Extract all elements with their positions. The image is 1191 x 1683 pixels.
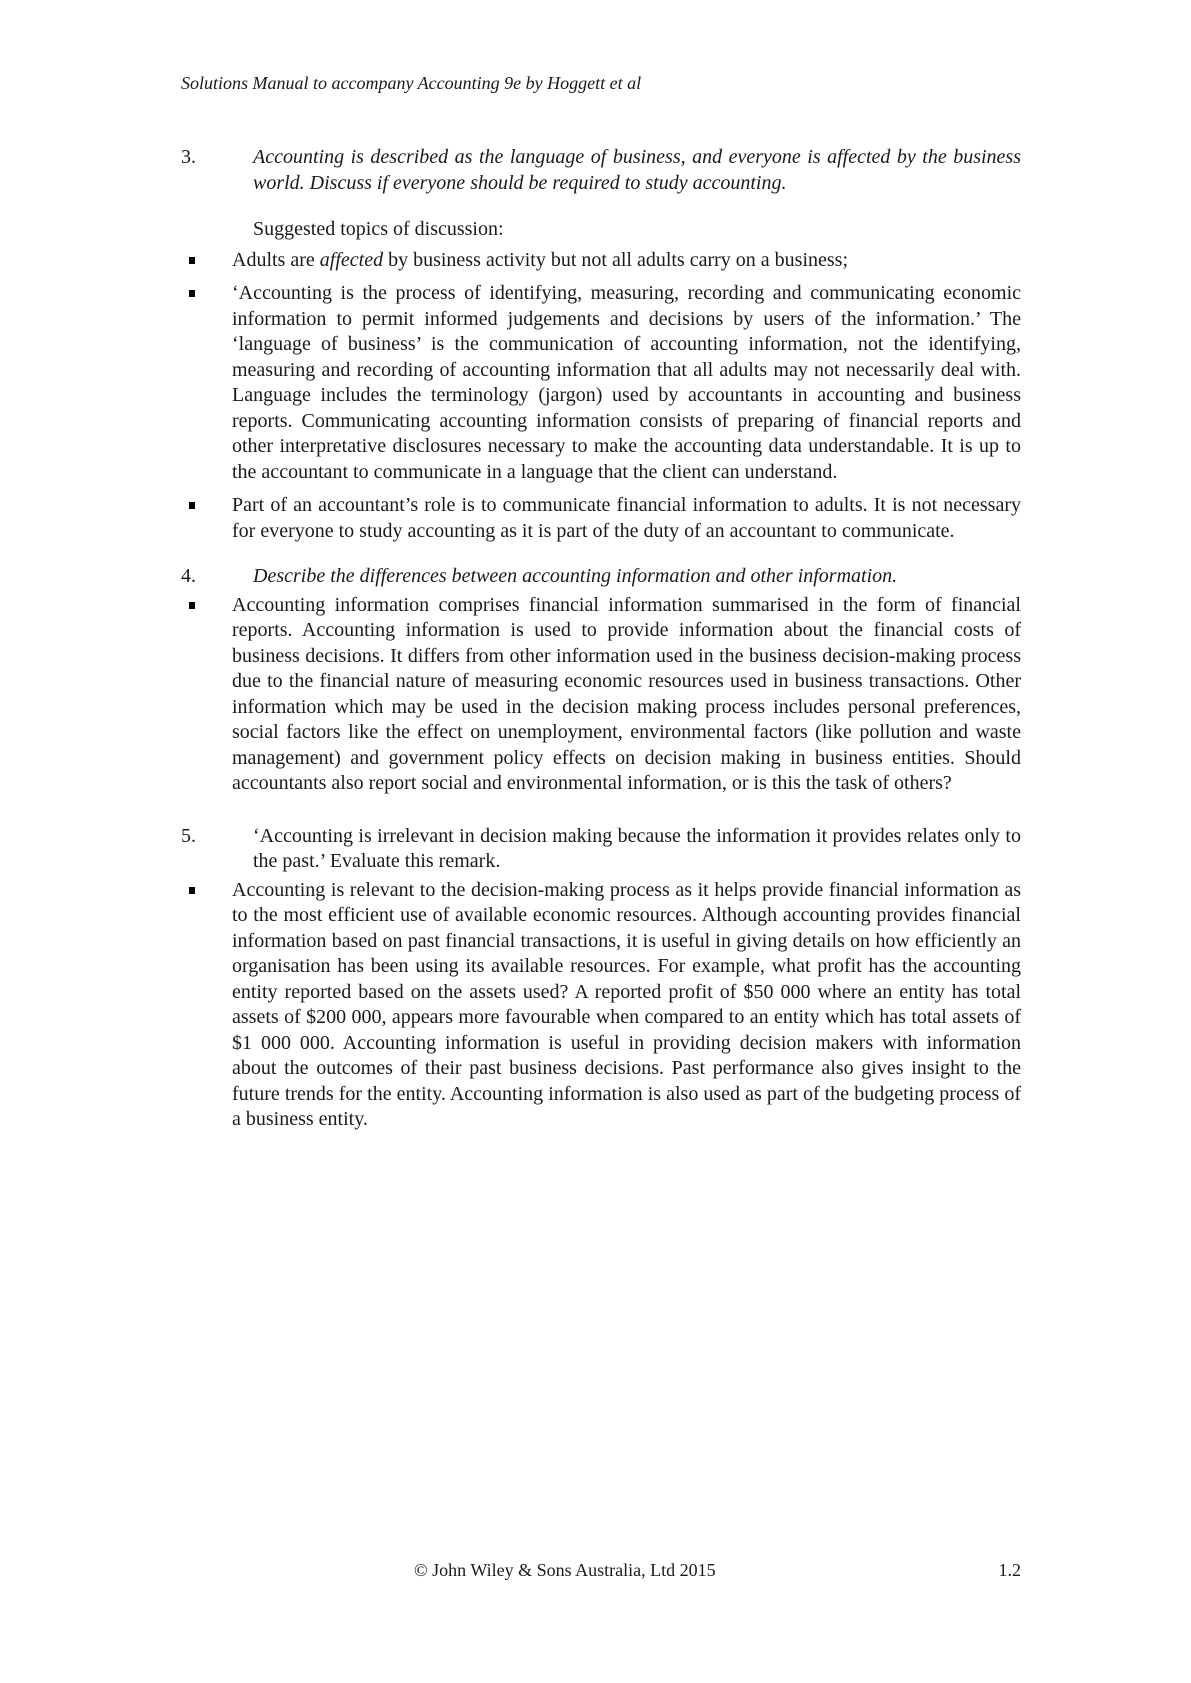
bullet-item — [181, 493, 1021, 544]
copyright-notice: © John Wiley & Sons Australia, Ltd 2015 — [414, 1560, 716, 1580]
bullet-item — [181, 248, 1021, 274]
bullet-text-pre: Adults are — [232, 248, 320, 271]
question-number: 5. — [181, 824, 196, 847]
question-text: Describe the differences between accounting information and other information. — [253, 565, 898, 587]
bullet-text-post: by business activity but not all adults carry on a business; — [383, 248, 849, 271]
bullet-marker — [189, 257, 195, 264]
bullet-text: Accounting is relevant to the decision-making process as it helps provide financial information as to the most efficient use of available economic resources. Although accounting provides financial information based on past financial transactions, it is useful in giving details on how efficiently an organisation has been using its available resources. For example, what profit has the accounting entity reported based on the assets used? A reported profit of $50 000 where an entity has total assets of $200 000, appears more favourable when compared to an entity which has total assets of $1 000 000. Accounting information is useful in providing decision makers with information about the outcomes of their past business decisions. Past performance also gives insight to the future trends for the entity. Accounting information is also used as part of the budgeting process of a business entity. — [232, 878, 1021, 1130]
bullet-marker — [189, 887, 195, 894]
bullet-text: ‘Accounting is the process of identifying, measuring, recording and communicating economic information to permit informed judgements and decisions by users of the information.’ The ‘language of business’ is the communication of accounting information, not the identifying, measuring and recording of accounting information that all adults may not necessarily deal with. Language includes the terminology (jargon) used by accountants in accounting and business reports. Communicating accounting information consists of preparing of financial reports and other interpretative disclosures necessary to make the accounting data understandable. It is up to the accountant to communicate in a language that the client can understand. — [232, 282, 1021, 483]
question-4 — [181, 564, 1021, 590]
page-number: 1.2 — [998, 1560, 1021, 1580]
bullet-marker — [189, 502, 195, 509]
page-content — [181, 145, 1021, 1133]
question-text: ‘Accounting is irrelevant in decision making because the information it provides relates only to the past.’ Evaluate this remark. — [253, 824, 1021, 872]
bullet-item — [181, 593, 1021, 797]
question-number: 3. — [181, 146, 196, 168]
running-header: Solutions Manual to accompany Accounting 9e by Hoggett et al — [181, 73, 642, 93]
question-text: Accounting is described as the language of business, and everyone is affected by the business world. Discuss if everyone should be required to study accounting. — [253, 146, 1021, 194]
question-number: 4. — [181, 565, 196, 587]
bullet-text-emphasis: affected — [319, 248, 384, 271]
bullet-text: Accounting information comprises financial information summarised in the form of financial reports. Accounting information is used to provide information about the financial costs of business decisions. It differs from other information used in the business decision-making process due to the financial nature of measuring economic resources used in business transactions. Other information which may be used in the decision making process includes personal preferences, social factors like the effect on unemployment, environmental factors (like pollution and waste management) and government policy effects on decision making in business entities. Should accountants also report social and environmental information, or is this the task of others? — [232, 593, 1021, 794]
bullet-item — [181, 281, 1021, 485]
question-5 — [181, 824, 1021, 875]
bullet-marker — [189, 290, 195, 297]
bullet-marker — [189, 602, 195, 609]
question-3 — [181, 145, 1021, 196]
discussion-subheading: Suggested topics of discussion: — [253, 218, 504, 240]
bullet-text: Part of an accountant’s role is to communicate financial information to adults. It is not necessary for everyone to study accounting as it is part of the duty of an accountant to communicate. — [232, 494, 1021, 542]
bullet-item — [181, 878, 1021, 1133]
